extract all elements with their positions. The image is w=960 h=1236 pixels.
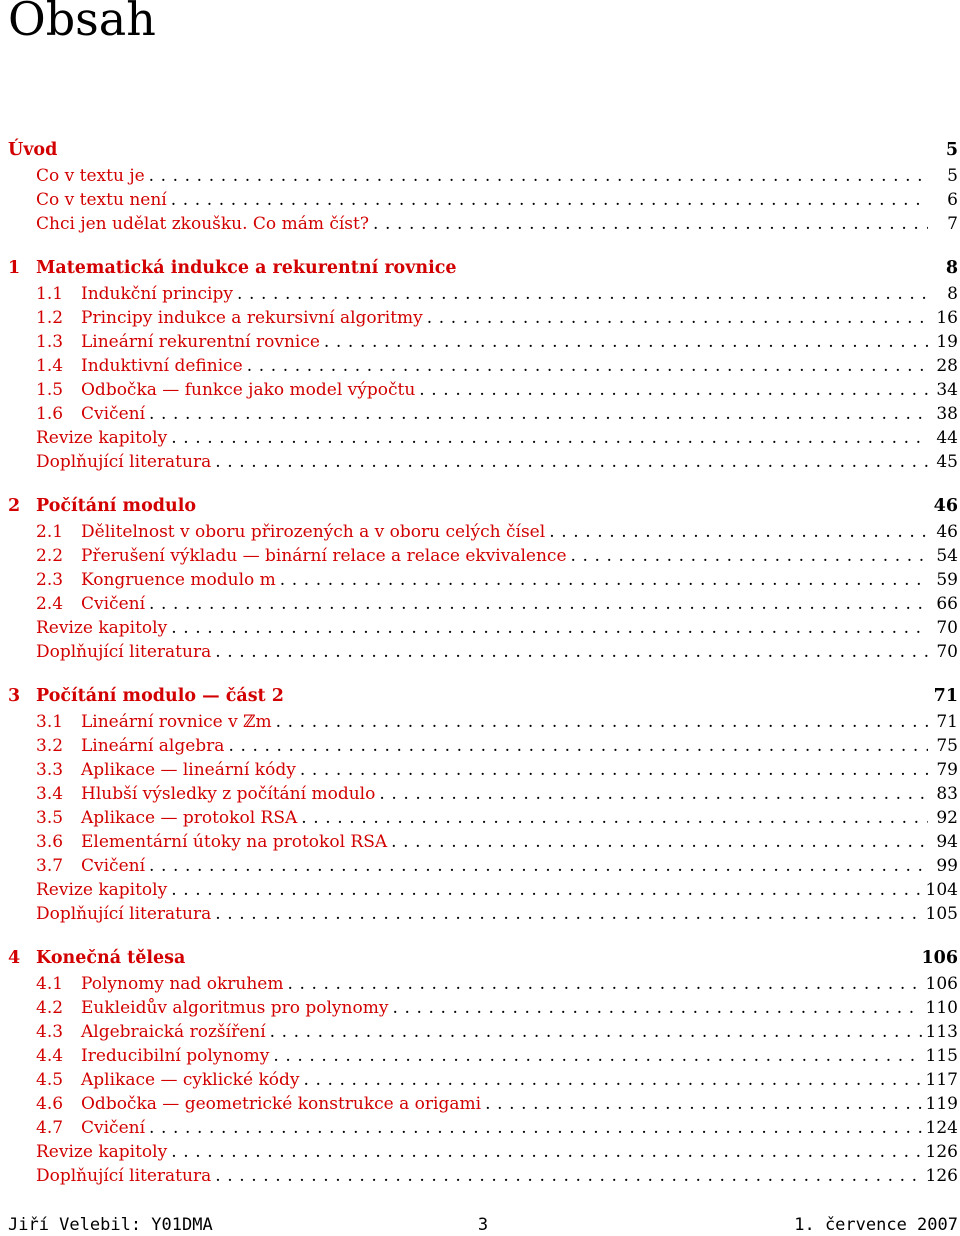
section-title-link[interactable]: Aplikace — protokol RSA [81,808,298,828]
toc-entry[interactable] [8,1020,958,1044]
toc-entry[interactable] [8,354,958,378]
toc-chapter-heading[interactable] [8,256,958,280]
toc-entry[interactable] [8,830,958,854]
section-title-link[interactable]: Aplikace — lineární kódy [81,760,296,780]
dot-leader [300,758,928,782]
section-number: 4.7 [36,1118,64,1138]
toc-entry[interactable] [8,306,958,330]
section-page-number: 99 [936,856,958,876]
section-page-number: 71 [936,712,958,732]
toc-chapter-heading[interactable] [8,684,958,708]
toc-entry[interactable] [8,972,958,996]
toc-entry[interactable] [8,378,958,402]
section-title-link[interactable]: Odbočka — geometrické konstrukce a origami [81,1094,482,1114]
section-title-link[interactable]: Ireducibilní polynomy [81,1046,270,1066]
toc-entry[interactable] [8,282,958,306]
dot-leader [392,996,921,1020]
section-title-link[interactable]: Polynomy nad okruhem [81,974,284,994]
section-number: 3.6 [36,832,64,852]
section-title-link[interactable]: Eukleidův algoritmus pro polynomy [81,998,389,1018]
page-footer [8,1215,958,1235]
section-number: 2.3 [36,570,64,590]
section-page-number: 94 [936,832,958,852]
section-page-number: 6 [947,190,958,210]
section-page-number: 126 [925,1142,958,1162]
page-title: Obsah [8,0,156,46]
section-title-link[interactable]: Revize kapitoly [36,428,168,448]
dot-leader [171,616,928,640]
dot-leader [215,640,928,664]
dot-leader [391,830,928,854]
toc-entry[interactable] [8,758,958,782]
section-title-link[interactable]: Cvičení [81,1118,146,1138]
dot-leader [427,306,928,330]
section-title-link[interactable]: Doplňující literatura [36,452,212,472]
dot-leader [280,568,928,592]
section-page-number: 7 [947,214,958,234]
section-number: 2.2 [36,546,64,566]
section-page-number: 8 [947,284,958,304]
section-title-link[interactable]: Revize kapitoly [36,618,168,638]
section-page-number: 83 [936,784,958,804]
dot-leader [171,878,921,902]
dot-leader [171,188,928,212]
dot-leader [228,734,928,758]
section-title-link[interactable]: Aplikace — cyklické kódy [81,1070,300,1090]
toc-chapter-heading[interactable] [8,946,958,970]
section-title-link[interactable]: Elementární útoky na protokol RSA [81,832,388,852]
section-page-number: 70 [936,642,958,662]
section-number: 1.1 [36,284,64,304]
toc-entry[interactable] [8,640,958,664]
section-page-number: 105 [925,904,958,924]
section-number: 3.4 [36,784,64,804]
section-number: 4.3 [36,1022,64,1042]
section-page-number: 126 [925,1166,958,1186]
toc-chapter [8,946,958,1188]
section-title-link[interactable]: Co v textu je [36,166,145,186]
section-number: 4.4 [36,1046,64,1066]
toc-entry[interactable] [8,902,958,926]
toc-entry[interactable] [8,212,958,236]
section-page-number: 44 [936,428,958,448]
section-page-number: 66 [936,594,958,614]
toc-entry[interactable] [8,734,958,758]
chapter-title-link[interactable]: Počítání modulo [36,496,197,516]
section-page-number: 45 [936,452,958,472]
dot-leader [287,972,921,996]
toc-entry[interactable] [8,450,958,474]
toc-entry[interactable] [8,592,958,616]
section-page-number: 113 [925,1022,958,1042]
toc-entry[interactable] [8,330,958,354]
toc-entry[interactable] [8,1068,958,1092]
toc-entry[interactable] [8,710,958,734]
footer-author: Jiří Velebil: Y01DMA [8,1215,213,1235]
dot-leader [419,378,928,402]
dot-leader [379,782,928,806]
section-title-link[interactable]: Algebraická rozšíření [81,1022,266,1042]
toc-entry[interactable] [8,1044,958,1068]
section-page-number: 59 [936,570,958,590]
section-number: 3.7 [36,856,64,876]
section-title-link[interactable]: Doplňující literatura [36,642,212,662]
toc-entry[interactable] [8,1092,958,1116]
toc-chapter [8,494,958,664]
section-number: 1.5 [36,380,64,400]
dot-leader [571,544,928,568]
dot-leader [303,1068,921,1092]
section-title-link[interactable]: Lineární rovnice v ℤm [81,712,272,732]
section-page-number: 16 [936,308,958,328]
dot-leader [149,402,928,426]
dot-leader [149,1116,922,1140]
toc-entry[interactable] [8,782,958,806]
toc-entry[interactable] [8,402,958,426]
toc-entry[interactable] [8,520,958,544]
chapter-number: 2 [8,496,21,516]
section-page-number: 79 [936,760,958,780]
toc-chapter [8,256,958,474]
chapter-page-number: 5 [945,140,958,160]
section-page-number: 115 [925,1046,958,1066]
chapter-page-number: 46 [933,496,958,516]
section-title-link[interactable]: Dělitelnost v oboru přirozených a v oboru celých čísel [81,522,546,542]
toc-entry[interactable] [8,1140,958,1164]
section-title-link[interactable]: Cvičení [81,856,146,876]
dot-leader [171,426,928,450]
section-number: 1.6 [36,404,64,424]
section-number: 1.4 [36,356,64,376]
section-title-link[interactable]: Kongruence modulo m [81,570,276,590]
dot-leader [373,212,928,236]
toc-chapter-heading[interactable] [8,494,958,518]
section-title-link[interactable]: Odbočka — funkce jako model výpočtu [81,380,416,400]
section-number: 1.3 [36,332,64,352]
toc-chapter [8,138,958,236]
dot-leader [149,164,928,188]
dot-leader [215,902,921,926]
page-number: 3 [477,1215,489,1235]
section-page-number: 34 [936,380,958,400]
section-page-number: 124 [925,1118,958,1138]
section-number: 1.2 [36,308,64,328]
section-page-number: 104 [925,880,958,900]
section-page-number: 110 [925,998,958,1018]
toc-entry[interactable] [8,878,958,902]
section-number: 2.1 [36,522,64,542]
chapter-page-number: 71 [933,686,958,706]
toc-entry[interactable] [8,544,958,568]
dot-leader [237,282,928,306]
section-page-number: 28 [936,356,958,376]
dot-leader [485,1092,921,1116]
section-title-link[interactable]: Revize kapitoly [36,880,168,900]
toc-entry[interactable] [8,188,958,212]
section-title-link[interactable]: Cvičení [81,594,146,614]
chapter-number: 3 [8,686,21,706]
section-page-number: 106 [925,974,958,994]
section-number: 4.2 [36,998,64,1018]
section-page-number: 117 [925,1070,958,1090]
section-title-link[interactable]: Chci jen udělat zkoušku. Co mám číst? [36,214,369,234]
toc-entry[interactable] [8,806,958,830]
chapter-number: 4 [8,948,21,968]
section-title-link[interactable]: Cvičení [81,404,146,424]
dot-leader [276,710,928,734]
dot-leader [301,806,928,830]
section-number: 3.5 [36,808,64,828]
toc-entry[interactable] [8,1164,958,1188]
section-title-link[interactable]: Co v textu není [36,190,167,210]
dot-leader [270,1020,922,1044]
dot-leader [215,1164,921,1188]
section-number: 3.1 [36,712,64,732]
section-page-number: 119 [925,1094,958,1114]
section-page-number: 38 [936,404,958,424]
section-page-number: 5 [947,166,958,186]
section-number: 4.5 [36,1070,64,1090]
dot-leader [247,354,928,378]
dot-leader [273,1044,921,1068]
section-title-link[interactable]: Lineární rekurentní rovnice [81,332,320,352]
section-title-link[interactable]: Lineární algebra [81,736,225,756]
section-title-link[interactable]: Přerušení výkladu — binární relace a relace ekvivalence [81,546,567,566]
chapter-title-link[interactable]: Počítání modulo — část 2 [36,686,284,706]
section-page-number: 75 [936,736,958,756]
section-title-link[interactable]: Indukční principy [81,284,233,304]
chapter-title-link[interactable]: Matematická indukce a rekurentní rovnice [36,258,457,278]
toc-entry[interactable] [8,426,958,450]
section-number: 4.1 [36,974,64,994]
dot-leader [149,854,928,878]
table-of-contents [8,138,958,1208]
section-page-number: 70 [936,618,958,638]
section-title-link[interactable]: Revize kapitoly [36,1142,168,1162]
section-number: 4.6 [36,1094,64,1114]
toc-entry[interactable] [8,854,958,878]
section-number: 3.2 [36,736,64,756]
dot-leader [324,330,928,354]
section-title-link[interactable]: Induktivní definice [81,356,243,376]
section-page-number: 19 [936,332,958,352]
toc-entry[interactable] [8,616,958,640]
dot-leader [549,520,928,544]
dot-leader [149,592,928,616]
section-title-link[interactable]: Principy indukce a rekursivní algoritmy [81,308,423,328]
chapter-page-number: 8 [945,258,958,278]
toc-entry[interactable] [8,568,958,592]
section-number: 3.3 [36,760,64,780]
toc-entry[interactable] [8,1116,958,1140]
section-title-link[interactable]: Doplňující literatura [36,904,212,924]
toc-entry[interactable] [8,164,958,188]
toc-entry[interactable] [8,996,958,1020]
section-title-link[interactable]: Doplňující literatura [36,1166,212,1186]
section-title-link[interactable]: Hlubší výsledky z počítání modulo [81,784,376,804]
dot-leader [171,1140,921,1164]
chapter-title-link[interactable]: Konečná tělesa [36,948,186,968]
chapter-page-number: 106 [921,948,958,968]
section-page-number: 92 [936,808,958,828]
section-page-number: 46 [936,522,958,542]
section-number: 2.4 [36,594,64,614]
toc-chapter [8,684,958,926]
chapter-title-link[interactable]: Úvod [8,140,58,160]
footer-date: 1. července 2007 [794,1215,958,1235]
section-page-number: 54 [936,546,958,566]
dot-leader [215,450,928,474]
chapter-number: 1 [8,258,21,278]
toc-chapter-heading[interactable] [8,138,958,162]
